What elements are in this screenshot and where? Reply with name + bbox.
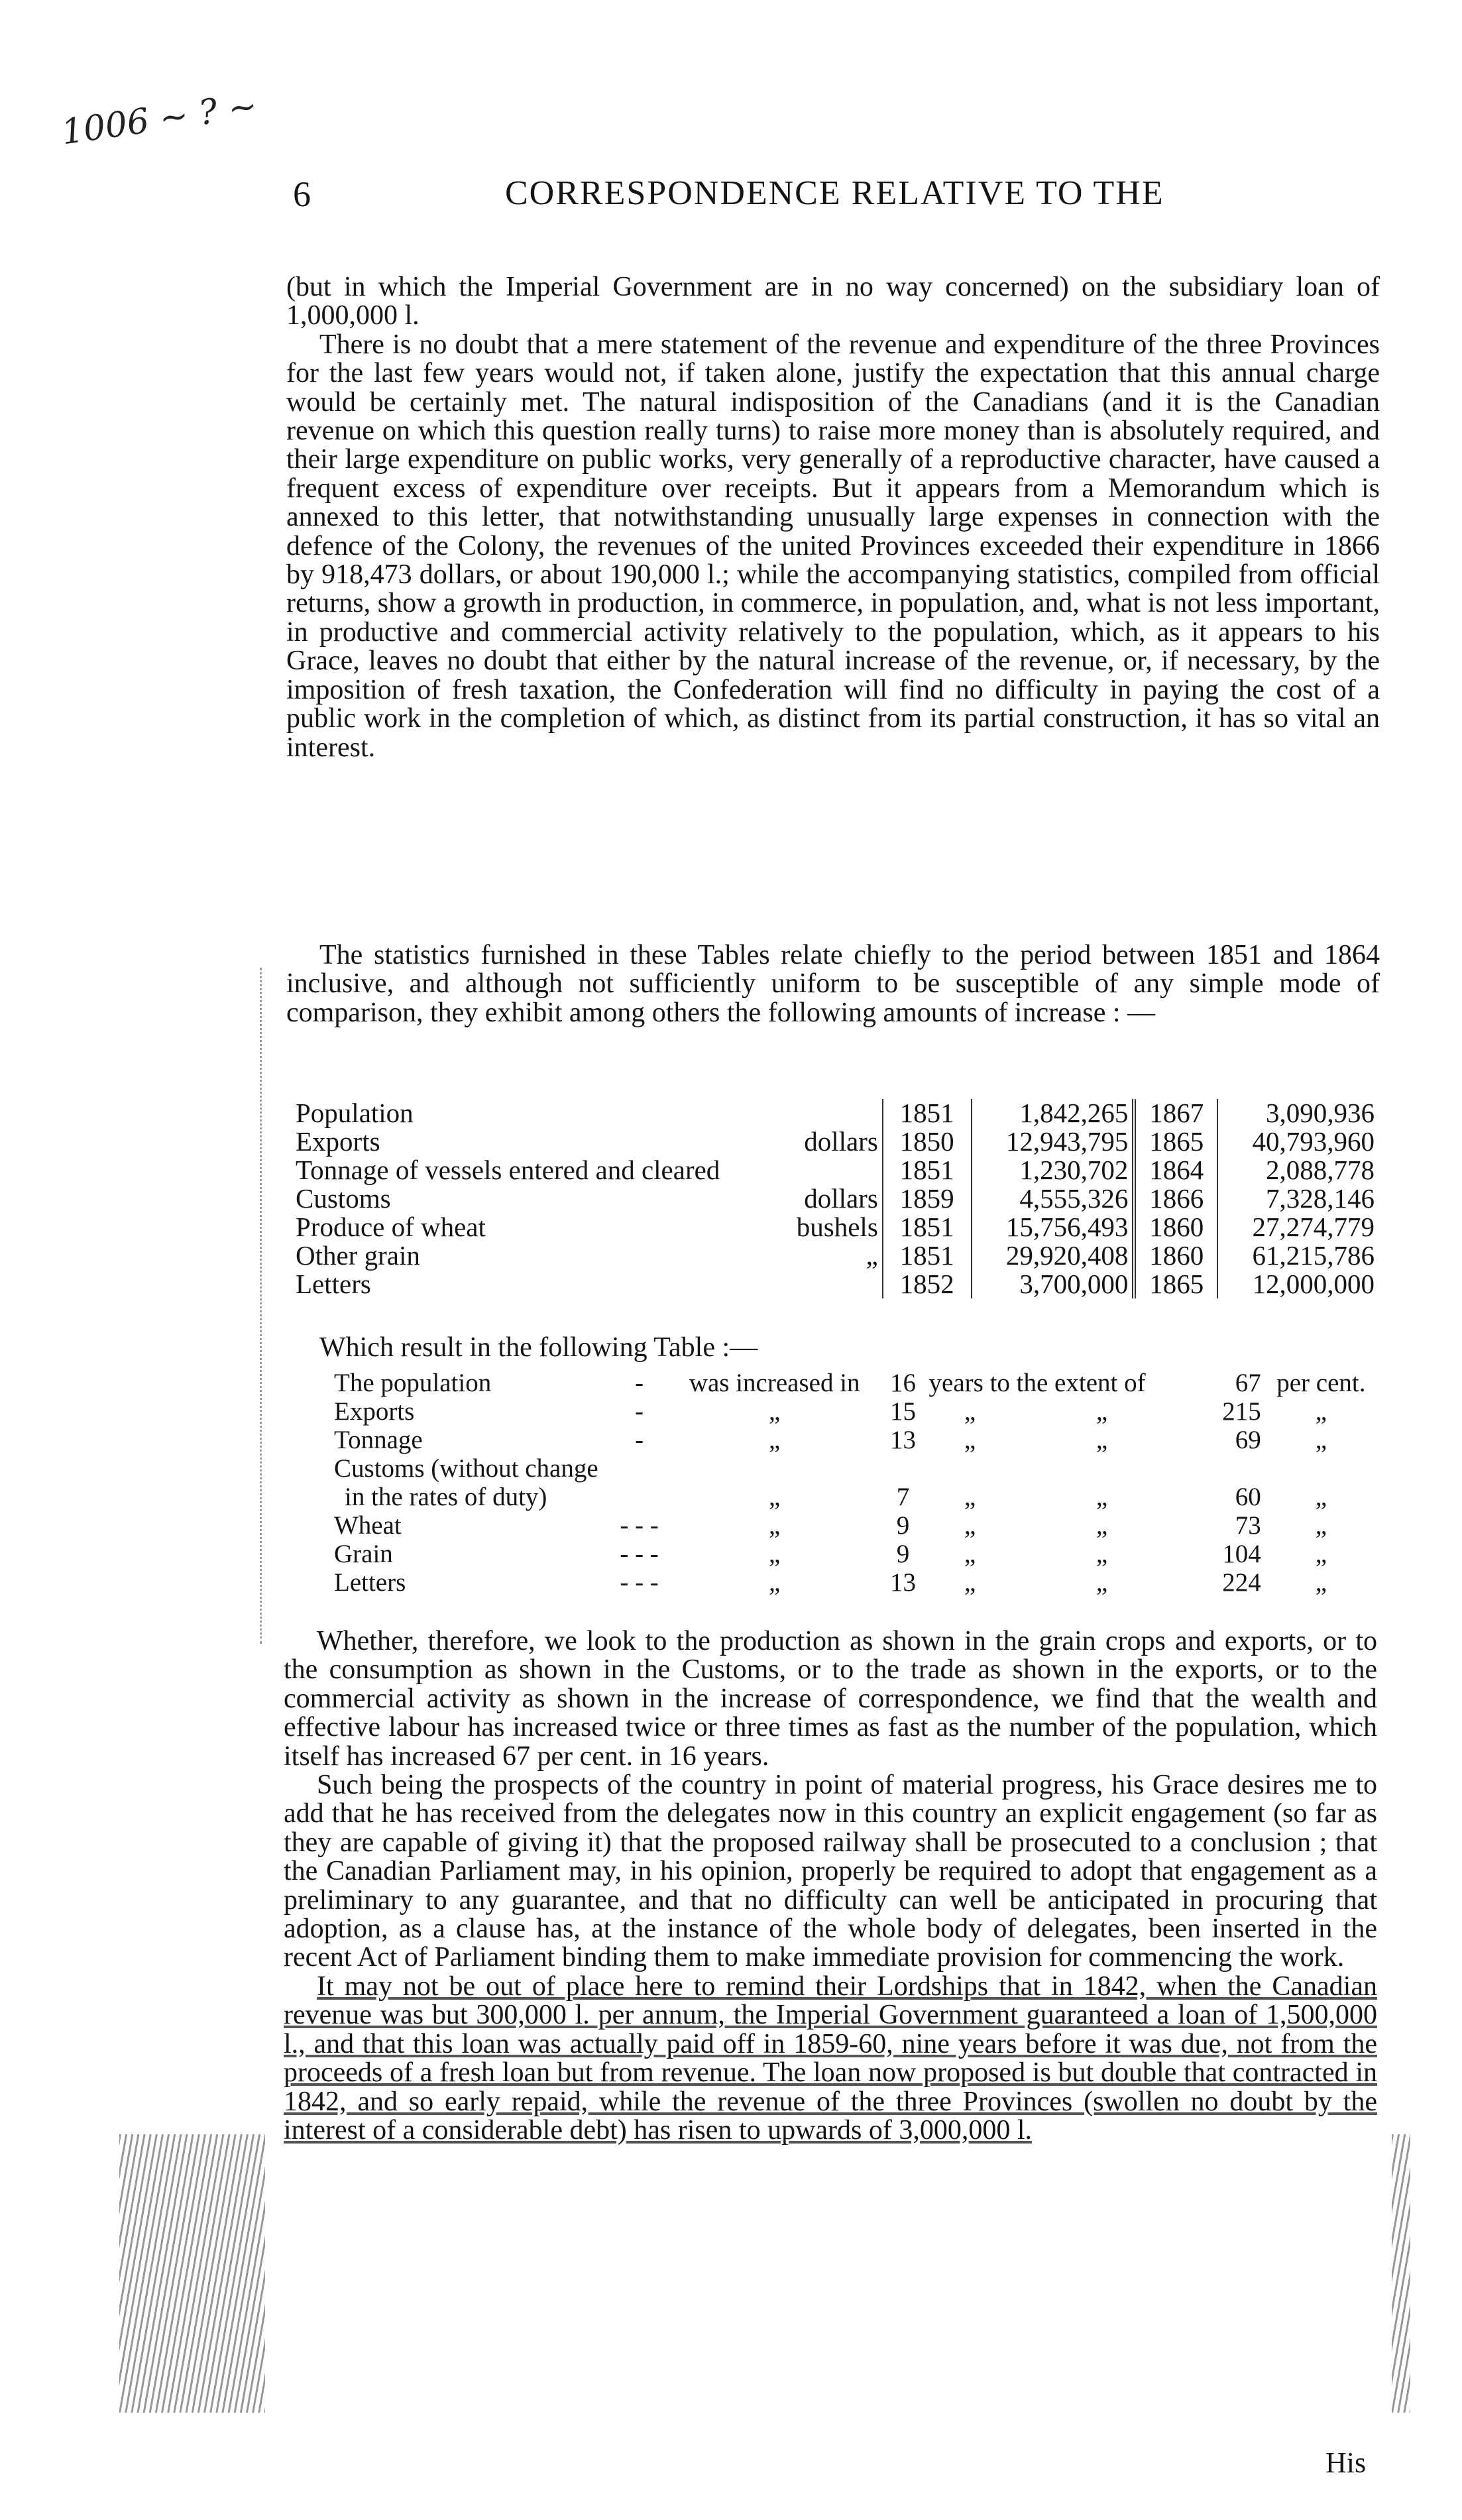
value-start: 4,555,326 — [972, 1184, 1135, 1213]
body-text-bottom — [284, 1627, 1377, 2145]
year-end: 1865 — [1134, 1270, 1217, 1298]
row-unit: dollars — [804, 1126, 878, 1157]
paragraph-result-intro: Which result in the following Table :— — [319, 1332, 758, 1363]
row-label-text: Exports — [296, 1126, 380, 1157]
result-dash: - — [635, 1397, 644, 1426]
row-label-text: Other grain — [296, 1240, 420, 1271]
result-row — [331, 1540, 1378, 1568]
margin-scribble-left — [119, 2134, 265, 2413]
result-row — [331, 1369, 1378, 1397]
value-end: 3,090,936 — [1217, 1099, 1378, 1127]
row-label-text: Customs — [296, 1183, 391, 1214]
running-head: CORRESPONDENCE RELATIVE TO THE — [505, 174, 1164, 212]
page-number: 6 — [293, 174, 311, 214]
result-ditto — [1013, 1454, 1190, 1483]
result-ditto: „ — [1096, 1397, 1108, 1426]
row-unit: bushels — [796, 1212, 878, 1242]
result-dash: - — [635, 1369, 644, 1397]
row-label — [292, 1213, 883, 1241]
value-start: 1,230,702 — [972, 1156, 1135, 1184]
year-end: 1860 — [1134, 1241, 1217, 1270]
paragraph-whether: Whether, therefore, we look to the production as shown in the grain crops and exports, or to the consumption as shown in the Customs, or to the trade as shown in the exports, or to the commercial activity as shown in the increase of correspondence, we find that the wealth and effective labour has increased twice or three times as fast as the number of the population, which itself has increased 67 per cent. in 16 years. — [284, 1626, 1377, 1772]
year-start: 1859 — [883, 1184, 972, 1213]
result-ditto: „ — [1096, 1540, 1108, 1568]
result-years: 16 — [889, 1369, 916, 1397]
result-percent — [1190, 1454, 1263, 1483]
year-end: 1864 — [1134, 1156, 1217, 1184]
result-dash: - - - — [620, 1568, 659, 1597]
row-unit: dollars — [804, 1183, 878, 1214]
result-ditto: „ — [1315, 1568, 1327, 1597]
result-ditto: „ — [1315, 1540, 1327, 1568]
row-label-text: Tonnage of vessels entered and cleared — [296, 1155, 720, 1185]
result-label: in the rates of duty) — [345, 1483, 547, 1511]
year-start: 1851 — [883, 1213, 972, 1241]
row-label — [292, 1270, 883, 1298]
paragraph-revenue: There is no doubt that a mere statement of the revenue and expenditure of the three Provinces for the last few years would not, if taken alone, justify the expectation that this annual charge would be certainly met. The natural indisposition of the Canadians (and it is the Canadian revenue on which this question really turns) to raise more money than is absolutely required, and their large expenditure on public works, very generally of a reproductive character, have caused a frequent excess of expenditure over receipts. But it appears from a Memorandum which is annexed to this letter, that notwithstanding unusually large expenses in connection with the defence of the Colony, the revenues of the united Provinces exceeded their expenditure in 1866 by 918,473 dollars, or about 190,000 l.; while the accompanying statistics, compiled from official returns, show a growth in production, in commerce, in population, and, what is not less important, in productive and commercial activity relatively to the population, which, as it appears to his Grace, leaves no doubt that either by the natural increase of the revenue, or, if necessary, by the imposition of fresh taxation, the Confederation will find no difficulty in paying the cost of a public work in the completion of which, as distinct from its partial construction, it has so vital an interest. — [286, 329, 1380, 763]
result-percent: 104 — [1222, 1540, 1261, 1568]
value-start: 12,943,795 — [972, 1127, 1135, 1156]
result-label: Exports — [334, 1397, 415, 1426]
table-row — [292, 1213, 1378, 1241]
result-ditto: „ — [769, 1483, 781, 1511]
result-years — [879, 1454, 926, 1483]
paragraph-statistics: The statistics furnished in these Tables relate chiefly to the period between 1851 and 1864 inclusive, and although not sufficiently uniform to be susceptible of any simple mode of comparison, they exhibit among others the following amounts of increase : — — [286, 940, 1380, 1028]
result-ditto: „ — [769, 1397, 781, 1426]
value-end: 2,088,778 — [1217, 1156, 1378, 1184]
increase-table — [292, 1099, 1378, 1298]
result-ditto: „ — [769, 1426, 781, 1454]
result-percent: 60 — [1235, 1483, 1261, 1511]
result-dash: - — [635, 1426, 644, 1454]
paragraph-prospects: Such being the prospects of the country in point of material progress, his Grace desires me to add that he has received from the delegates now in this country an explicit engagement (so far as they are capable of giving it) that the proposed railway shall be prosecuted to a conclusion ; that the Canadian Parliament may, in his opinion, properly be required to adopt that engagement as a preliminary to any guarantee, and that no difficulty can well be anticipated in procuring that adoption, as a clause has, at the instance of the whole body of delegates, been inserted in the recent Act of Parliament binding them to make immediate provision for commencing the work. — [284, 1770, 1377, 1973]
result-row — [331, 1426, 1378, 1454]
result-per-cent: per cent. — [1276, 1369, 1366, 1397]
result-row — [331, 1483, 1378, 1511]
result-dash: - - - — [620, 1511, 659, 1540]
table-row — [292, 1241, 1378, 1270]
value-end: 7,328,146 — [1217, 1184, 1378, 1213]
result-ditto: „ — [1315, 1426, 1327, 1454]
row-label — [292, 1241, 883, 1270]
result-years: 9 — [896, 1511, 910, 1540]
result-ditto: „ — [964, 1483, 976, 1511]
result-label: Wheat — [334, 1511, 402, 1540]
table-row — [292, 1099, 1378, 1127]
result-label: The population — [334, 1369, 492, 1397]
result-percent: 73 — [1235, 1511, 1261, 1540]
body-text-top — [286, 273, 1380, 762]
value-end: 12,000,000 — [1217, 1270, 1378, 1298]
result-ditto: „ — [964, 1540, 976, 1568]
result-label: Customs (without change — [334, 1454, 598, 1483]
value-start: 3,700,000 — [972, 1270, 1135, 1298]
body-text-statistics — [286, 941, 1380, 1027]
result-label: Letters — [334, 1568, 406, 1597]
year-start: 1852 — [883, 1270, 972, 1298]
row-label — [292, 1099, 883, 1127]
table-row — [292, 1270, 1378, 1298]
result-ditto — [1264, 1454, 1378, 1483]
table-row — [292, 1156, 1378, 1184]
year-start: 1850 — [883, 1127, 972, 1156]
result-years: 13 — [889, 1568, 916, 1597]
result-ditto: „ — [1096, 1511, 1108, 1540]
result-dash — [609, 1454, 669, 1483]
year-start: 1851 — [883, 1099, 972, 1127]
margin-scribble-right — [1392, 2134, 1410, 2413]
pencil-annotation: 1006 ~ ? ~ — [59, 86, 260, 153]
result-phrase-increased: was increased in — [689, 1369, 860, 1397]
result-years: 13 — [889, 1426, 916, 1454]
value-start: 15,756,493 — [972, 1213, 1135, 1241]
result-ditto: „ — [964, 1511, 976, 1540]
value-end: 27,274,779 — [1217, 1213, 1378, 1241]
value-start: 29,920,408 — [972, 1241, 1135, 1270]
table-row — [292, 1127, 1378, 1156]
result-row — [331, 1397, 1378, 1426]
result-ditto — [927, 1454, 1014, 1483]
result-percent: 67 — [1235, 1369, 1261, 1397]
result-label: Grain — [334, 1540, 393, 1568]
row-label-text: Population — [296, 1098, 414, 1128]
value-end: 40,793,960 — [1217, 1127, 1378, 1156]
result-ditto: „ — [1315, 1511, 1327, 1540]
result-dash — [609, 1483, 669, 1511]
result-ditto: „ — [769, 1540, 781, 1568]
result-ditto: „ — [964, 1426, 976, 1454]
result-ditto: „ — [769, 1568, 781, 1597]
result-dash: - - - — [620, 1540, 659, 1568]
year-end: 1860 — [1134, 1213, 1217, 1241]
result-table — [331, 1369, 1378, 1597]
row-label — [292, 1127, 883, 1156]
value-start: 1,842,265 — [972, 1099, 1135, 1127]
result-label: Tonnage — [334, 1426, 423, 1454]
year-start: 1851 — [883, 1156, 972, 1184]
year-end: 1865 — [1134, 1127, 1217, 1156]
result-percent: 69 — [1235, 1426, 1261, 1454]
year-end: 1866 — [1134, 1184, 1217, 1213]
result-percent: 215 — [1222, 1397, 1261, 1426]
year-end: 1867 — [1134, 1099, 1217, 1127]
year-start: 1851 — [883, 1241, 972, 1270]
row-label-text: Letters — [296, 1269, 371, 1299]
result-row — [331, 1568, 1378, 1597]
body-text-result — [286, 1334, 1380, 1362]
row-unit: „ — [866, 1240, 878, 1271]
result-ditto: „ — [964, 1568, 976, 1597]
result-ditto: „ — [1096, 1483, 1108, 1511]
result-ditto: „ — [1096, 1426, 1108, 1454]
row-label — [292, 1184, 883, 1213]
value-end: 61,215,786 — [1217, 1241, 1378, 1270]
result-years: 7 — [896, 1483, 910, 1511]
result-ditto: „ — [1315, 1483, 1327, 1511]
margin-dots — [260, 968, 276, 1644]
catchword: His — [1325, 2446, 1367, 2479]
result-percent: 224 — [1222, 1568, 1261, 1597]
result-ditto: „ — [1315, 1397, 1327, 1426]
result-ditto: „ — [769, 1511, 781, 1540]
table-row — [292, 1184, 1378, 1213]
result-ditto: „ — [1096, 1568, 1108, 1597]
row-label — [292, 1156, 883, 1184]
result-years: 15 — [889, 1397, 916, 1426]
paragraph-continuation: (but in which the Imperial Government are in no way concerned) on the subsidiary loan of 1,000,000 l. — [286, 272, 1380, 331]
result-ditto: „ — [964, 1397, 976, 1426]
result-years: 9 — [896, 1540, 910, 1568]
row-label-text: Produce of wheat — [296, 1212, 486, 1242]
result-phrase-extent: years to the extent of — [928, 1369, 1146, 1397]
result-ditto — [669, 1454, 880, 1483]
paragraph-loan-1842: It may not be out of place here to remind their Lordships that in 1842, when the Canadian revenue was but 300,000 l. per annum, the Imperial Government guaranteed a loan of 1,500,000 l., and that this loan was actually paid off in 1859-60, nine years before it was due, not from the proceeds of a fresh loan but from revenue. The loan now proposed is but double that contracted in 1842, and so early repaid, while the revenue of the three Provinces (swollen no doubt by the interest of a considerable debt) has risen to upwards of 3,000,000 l. — [284, 1971, 1377, 2146]
result-row — [331, 1511, 1378, 1540]
result-row — [331, 1454, 1378, 1483]
